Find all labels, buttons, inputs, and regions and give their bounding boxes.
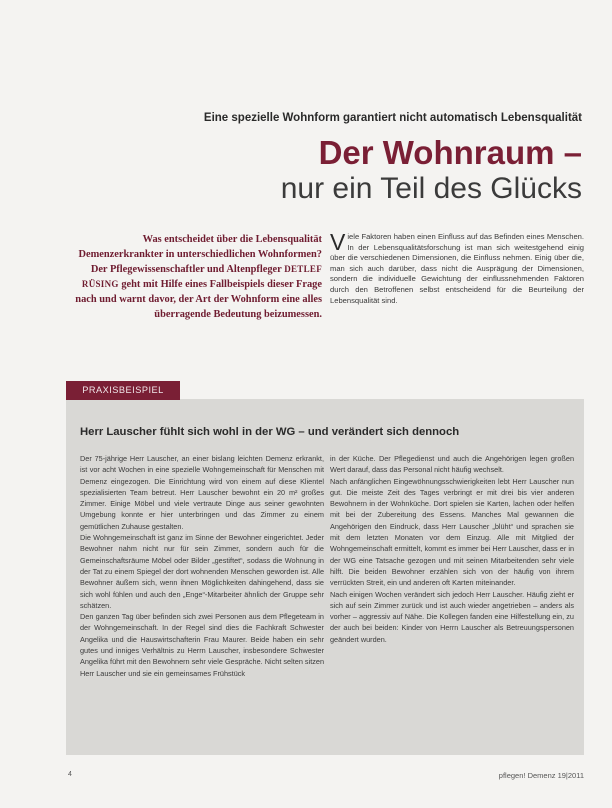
intro-text: iele Faktoren haben einen Einfluss auf das Befinden eines Menschen. In der Lebensqualitätsforschung ist man sich weitestgehend einig über die verschiedenen Dimensionen, die Einfluss nehmen. Einig über die, man sich auch darüber, dass nicht die Ausprägung der Dimensionen, sondern die individuelle Gewichtung der einflussnehmenden Faktoren durch den Betroffenen selbst entscheidend für die Beurteilung der Lebensqualität sind. — [330, 232, 584, 305]
article-title-line1: Der Wohnraum – — [318, 134, 582, 171]
case-study-left-column — [80, 453, 324, 679]
case-study-paragraph: Den ganzen Tag über befinden sich zwei Personen aus dem Pflegeteam in der Wohngemeinschaft. In der Regel sind dies die Fachkraft Schwester Angelika und die Hauswirtschafterin Frau Maurer. Beide haben ein sehr gutes und inniges Verhältnis zu Herrn Lauscher, insbesondere Schwester Angelika führt mit den Bewohnern sehr viele Gespräche. Nicht selten sitzen Herr Lauscher und sie ein gemeinsames Frühstück — [80, 612, 324, 678]
case-study-paragraph: Nach einigen Wochen verändert sich jedoch Herr Lauscher. Häufig zieht er sich auf sein Zimmer zurück und ist auch wieder angetrieben – anders als vorher – aggressiv auf Nähe. Die Kollegen fanden eine Hilfestellung ein, zu der auch bei beiden: Kinder von Herrn Lauscher als Betreuungspersonen geändert wurden. — [330, 589, 574, 644]
article-lead — [60, 232, 322, 322]
lead-text-part2: geht mit Hilfe eines Fallbeispiels dieser Frage nach und warnt davor, der Art der Wohnform eine alles überragende Bedeutung beizumessen. — [75, 279, 322, 320]
intro-dropcap: V — [330, 229, 346, 255]
lead-text-part1: Was entscheidet über die Lebensqualität Demenzerkrankter in unterschiedlichen Wohnformen? Der Pflegewissenschaftler und Altenpfleger — [78, 234, 322, 275]
case-study-paragraph: Nach anfänglichen Eingewöhnungsschwierigkeiten lebt Herr Lauscher nun gut. Die meiste Zeit des Tages verbringt er mit drei bis vier anderen Bewohnern in der Wohnküche. Dort spielen sie Karten, lachen oder helfen mit bei der Zubereitung des Essens. Manches Mal gewannen die Angehörigen den Eindruck, dass Herr Lauscher „blüht“ und sprachen sie mit dem letzten Monaten vor dem Einzug. Alle mit Mitglied der Wohngemeinschaft ermittelt, kommt es immer bei Herr Lauscher, dass er in der WG eine Tatsache gezogen und mit seinen Mitarbeitenden sehr viele hilft. Die beiden Bewohner erzählen sich von der häufig von ihrem verrückten Streit, ein und anderen oft Karten miteinander. — [330, 476, 574, 588]
page-number: 4 — [68, 771, 72, 778]
lead-author: DETLEF RÜSING — [81, 264, 322, 289]
article-title-line2: nur ein Teil des Glücks — [280, 172, 582, 205]
case-study-tab: PRAXISBEISPIEL — [66, 381, 180, 400]
case-study-paragraph: Der 75-jährige Herr Lauscher, an einer bislang leichten Demenz erkrankt, ist vor acht Wochen in eine spezielle Wohngemeinschaft für Menschen mit Demenz eingezogen. Die Einrichtung wird von einem auf diese Klientel spezialisierten Team betreut. Herr Lauscher bewohnt ein 20 m² großes Zimmer. Einige Möbel und viele vertraute Dinge aus seiner gewohnten Umgebung konnte er hier unterbringen und das Zimmer zu einem gemütlichen Zuhause gestalten. — [80, 454, 324, 531]
case-study-right-column — [330, 453, 574, 645]
magazine-issue: pflegen! Demenz 19|2011 — [498, 771, 584, 780]
case-study-headline: Herr Lauscher fühlt sich wohl in der WG – und verändert sich dennoch — [80, 426, 460, 438]
article-intro — [330, 229, 584, 306]
case-study-paragraph: in der Küche. Der Pflegedienst und auch die Angehörigen legen großen Wert darauf, dass das Personal nicht häufig wechselt. — [330, 454, 574, 475]
article-kicker: Eine spezielle Wohnform garantiert nicht automatisch Lebensqualität — [203, 112, 582, 124]
case-study-paragraph: Die Wohngemeinschaft ist ganz im Sinne der Bewohner eingerichtet. Jeder Bewohner nahm nicht nur für sein Zimmer, sondern auch für die Gemeinschaftsräume Möbel oder Bilder „gestiftet“, sodass die Wohnung in der Tat zu einem Spiegel der dort wohnenden Menschen geworden ist. Alle Bewohner äußern sich, wenn ihnen Möglichkeiten dahingehend, dass sie sich wohl fühlen und auch den „Enge“-Mitarbeiter ähnlich der Gruppe sehr schätzen. — [80, 533, 324, 610]
